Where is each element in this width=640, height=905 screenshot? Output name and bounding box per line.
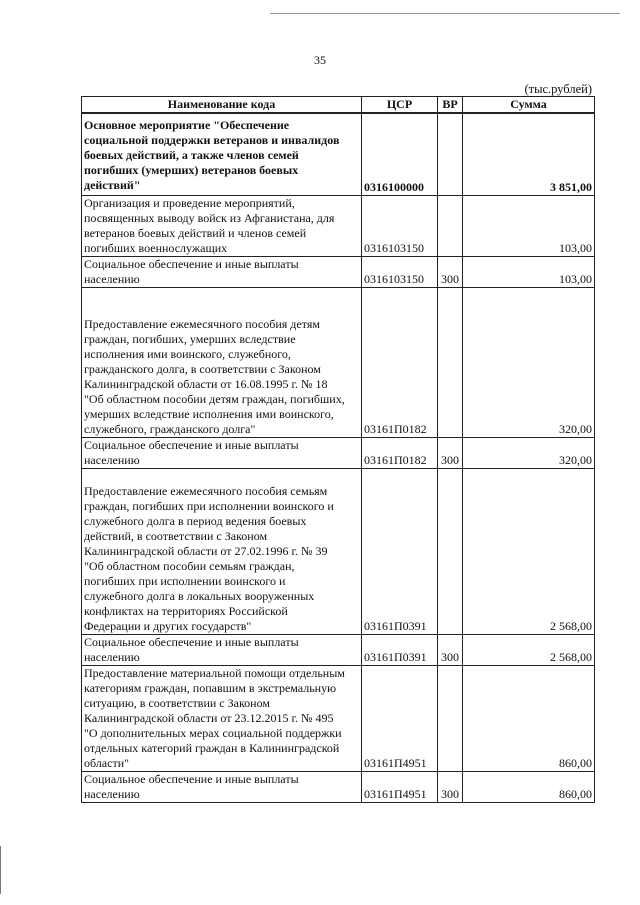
page-number: 35 <box>314 53 326 67</box>
table-row <box>82 257 595 288</box>
header-vr: ВР <box>438 97 463 114</box>
row-sum: 860,00 <box>463 772 595 803</box>
row-sum: 320,00 <box>463 438 595 469</box>
row-name <box>82 257 362 288</box>
row-name <box>82 288 362 438</box>
row-vr <box>438 469 463 635</box>
margin-mark <box>0 846 3 894</box>
row-csr: 03161П0391 <box>362 469 438 635</box>
row-name-text: Социальное обеспечение и иные выплаты населению <box>84 772 299 801</box>
row-sum: 2 568,00 <box>463 469 595 635</box>
row-name <box>82 196 362 257</box>
row-csr: 03161П4951 <box>362 666 438 772</box>
header-sum: Сумма <box>463 97 595 114</box>
table-row <box>82 113 595 196</box>
row-name <box>82 113 362 196</box>
row-csr: 0316103150 <box>362 257 438 288</box>
row-name <box>82 772 362 803</box>
row-csr: 0316103150 <box>362 196 438 257</box>
row-sum: 103,00 <box>463 196 595 257</box>
table-row <box>82 635 595 666</box>
table-row <box>82 469 595 635</box>
row-csr: 03161П0182 <box>362 288 438 438</box>
row-vr <box>438 288 463 438</box>
row-name-text: Предоставление ежемесячного пособия семьям граждан, погибших при исполнении воинского и служебного долга в период ведения боевых действий, в соответствии с Законом Калининградской области от 27.02.1996 г. № 39 "Об областном пособии семьям граждан, погибших при исполнении воинского и служебного долга в локальных вооруженных конфликтах на территориях Российской Федерации и других государств" <box>84 484 334 633</box>
table-row <box>82 438 595 469</box>
row-vr <box>438 196 463 257</box>
table-header <box>82 97 595 114</box>
header-csr: ЦСР <box>362 97 438 114</box>
row-vr: 300 <box>438 772 463 803</box>
top-rule <box>270 13 620 14</box>
table-row <box>82 196 595 257</box>
row-sum: 3 851,00 <box>463 113 595 196</box>
row-name <box>82 438 362 469</box>
row-sum: 320,00 <box>463 288 595 438</box>
row-name-text: Социальное обеспечение и иные выплаты населению <box>84 438 299 467</box>
row-csr: 03161П0182 <box>362 438 438 469</box>
table-row <box>82 772 595 803</box>
row-sum: 2 568,00 <box>463 635 595 666</box>
row-sum: 103,00 <box>463 257 595 288</box>
row-name <box>82 635 362 666</box>
row-vr <box>438 666 463 772</box>
row-name-text: Социальное обеспечение и иные выплаты населению <box>84 635 299 664</box>
header-name: Наименование кода <box>82 97 362 114</box>
row-sum: 860,00 <box>463 666 595 772</box>
row-name-text: Предоставление материальной помощи отдельным категориям граждан, попавшим в экстремальную ситуацию, в соответствии с Законом Калининградской области от 23.12.2015 г. № 495 "О дополнительных мерах социальной поддержки отдельных категорий граждан в Калининградской области" <box>84 666 345 770</box>
row-csr: 03161П0391 <box>362 635 438 666</box>
units-label: (тыс.рублей) <box>524 82 592 96</box>
row-vr: 300 <box>438 635 463 666</box>
table-row <box>82 288 595 438</box>
row-name-text: Предоставление ежемесячного пособия детям граждан, погибших, умерших вследствие исполнения ими воинского, служебного, гражданского долга, в соответствии с Законом Калининградской области от 16.08.1995 г. № 18 "Об областном пособии детям граждан, погибших, умерших вследствие исполнения ими воинского, служебного, гражданского долга" <box>84 317 345 436</box>
row-vr: 300 <box>438 438 463 469</box>
row-csr: 0316100000 <box>362 113 438 196</box>
row-name-text: Организация и проведение мероприятий, посвященных выводу войск из Афганистана, для ветеранов боевых действий и членов семей погибших военнослужащих <box>84 196 335 255</box>
row-csr: 03161П4951 <box>362 772 438 803</box>
row-name-text: Основное мероприятие "Обеспечение социальной поддержки ветеранов и инвалидов боевых действий, а также членов семей погибших (умерших) ветеранов боевых действий" <box>84 118 340 192</box>
row-name <box>82 469 362 635</box>
row-vr: 300 <box>438 257 463 288</box>
row-name <box>82 666 362 772</box>
header-row <box>82 97 595 114</box>
budget-table <box>81 96 595 803</box>
table-row <box>82 666 595 772</box>
row-vr <box>438 113 463 196</box>
row-name-text: Социальное обеспечение и иные выплаты населению <box>84 257 299 286</box>
